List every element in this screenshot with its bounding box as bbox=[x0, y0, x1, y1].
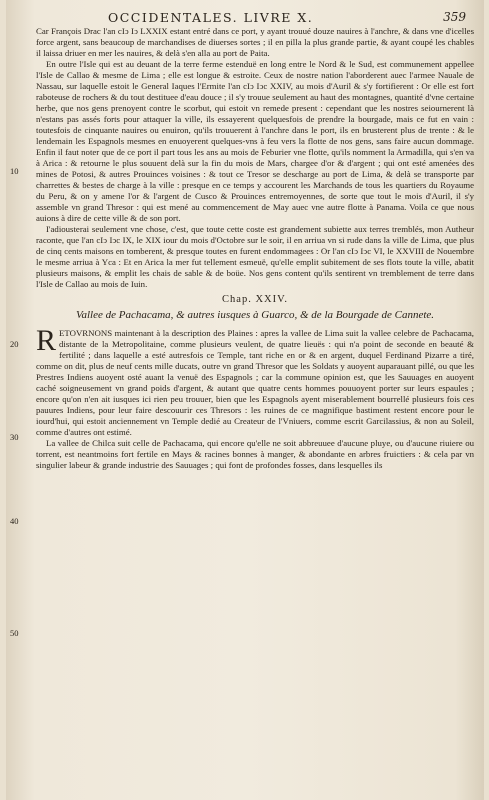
page-number: 359 bbox=[443, 10, 466, 24]
margin-line-number: 40 bbox=[10, 516, 19, 526]
drop-cap: R bbox=[36, 324, 57, 357]
paragraph: En outre l'Isle qui est au deuant de la terre ferme estenduë en long entre le Nord & le Sud, est communement appellee l'Isle de Callao & mesme de Lima ; elle est longue & estroite. Ceux de nostre nation l'aborderent auec l'armee Nauale de Nassau, sur laquelle estoit le General Iaques l'Ermite l'an cIↄ Iↄc XXIV, au mois d'Auril & s'y fortifierent : Or elle est fort raboteuse de rochers & du tout destituee d'eau douce ; il s'y trouue seulement au haut des montagnes, quantité d'vne certaine herbe, que nos gens prenoyent contre le scorbut, qui estoit vn remede present : cependant que les nostres seiournerent là n'estans pas assés forts pour attaquer la ville, ils essayerent quelquesfois de prendre la bourgade, mais ce fut en vain : toutesfois de cinquante nauires ou enuiron, qu'ils trouuerent à l'anchre dans le port, ils en brusterent plus de trente : & le lendemain les Espagnols mesmes en enuoyerent quelques-vns à feu vers la flotte de nos gens, sans faire aucun dommage. Enfin il faut noter que de ce port il part tous les ans au mois de Feburier vne flotte, qu'ils nomment la Armadilla, qui s'en va à Arica : & retourne le plus souuent delà sur la fin du mois de Mars, chargee d'or & d'argent ; qui ont esté amenées des mines de Potosi, & autres Prouinces voisines : & tout ce Tresor se descharge au port de Lima, & delà se transporte par charrettes & bestes de charge à la ville : presque en ce temps y accourent les Marchands de tous les quartiers du Royaume du Peru, & on y amene l'or & l'argent de Cusco & Prouinces entremoyennes, de sorte que tout le mois d'Auril, il s'y assemble vn grand Thresor : qui est mené au commencement de May auec vne autre flotte à Panama. Voila ce que nous auions à dire de cette ville & de son port. bbox=[36, 59, 474, 223]
paragraph: I'adiousterai seulement vne chose, c'est, que toute cette coste est grandement subiette aux terres tremblés, mon Autheur raconte, que l'an cIↄ Iↄc IX, le XIX iour du mois d'Octobre sur le soir, il en arriua vn si rude dans la ville de Lima, que plus de cinq cents maisons en tomberent, & presque toutes en furent endommagees : Or l'an cIↄ Iↄc VI, le XXVIII de Nouembre le mesme arriua à Yca : Et en Arica la mer fut tellement esmeuë, qu'elle emplit subitement de ses flots toute la ville, abatit plusieurs maisons, & emplit les chais de sable & de boüe. Nos gens content qu'ils sentirent vn tremblement de terre dans l'Isle de Callao au mois de Iuin. bbox=[36, 224, 474, 289]
chapter-heading: Chap. XXIV. bbox=[222, 294, 288, 305]
paragraph: La vallee de Chilca suit celle de Pachacama, qui encore qu'elle ne soit abbreuuee d'aucune pluye, ou d'aucune riuiere ou torrent, est neantmoins fort fertile en Mays & racines bonnes à manger, & abondante en arbres fruictiers : & cela par vn singulier labeur & grande industrie des Sauuages ; qui font de profondes fosses, dans lesquelles ils bbox=[36, 438, 474, 470]
running-title: OCCIDENTALES. LIVRE X. bbox=[108, 10, 314, 25]
paragraph bbox=[36, 324, 474, 438]
chapter-title: Vallee de Pachacama, & autres iusques à Guarco, & de la Bourgade de Cannete. bbox=[75, 309, 435, 321]
margin-line-number: 20 bbox=[10, 339, 19, 349]
paragraph: Car François Drac l'an cIↄ Iↄ LXXIX estant entré dans ce port, y ayant trouué douze nauires à l'anchre, & dans vne d'icelles force argent, sans beaucoup de marchandises de diuerses sortes ; il en pilla la plus grande partie, & ayant coupé les chables il laissa driuer en mer les nauires, & delà s'en alla au port de Paita. bbox=[36, 26, 474, 58]
margin-line-number: 30 bbox=[10, 432, 19, 442]
running-header bbox=[36, 10, 466, 26]
paragraph-text: ETOVRNONS maintenant à la description des Plaines : apres la vallee de Lima suit la vallee celebre de Pachacama, distante de la Metropolitaine, comme plusieurs veulent, de quatre lieuës : qui n'a point de seconde en beauté & fertilité ; dans laquelle a esté autresfois ce Temple, tant riche en or & en argent, duquel Ferdinand Pizarre a tiré, comme on dit, plus de neuf cents mille ducats, outre vn grand Thresor que les Soldats y auoyent auparauant pillé, ou que les Prestres Indiens auoyent osté auant la venuë des Espagnols ; car la commune opinion est, que les Sauuages en auoyent caché soigneusement vn grand poids d'argent, & autant que quatre cents hommes pouuoyent porter sur leurs espaules ; encore qu'on n'en ait iusques ici rien peu trouuer, bien que les Espagnols ayent miserablement bourrellé plusieurs fois ces pauures Indiens, pour leur faire descouurir ces Thresors : les ruines de ce magnifique bastiment restent encore pour le iourd'hui, qui estoit anciennement vn Temple dedié au Createur de l'Vniuers, comme escrit Garcilassius, & non au Soleil, comme d'autres ont estimé. bbox=[36, 328, 474, 437]
margin-line-number: 50 bbox=[10, 628, 19, 638]
margin-line-number: 10 bbox=[10, 166, 19, 176]
text-body bbox=[36, 26, 474, 471]
book-page bbox=[6, 0, 484, 800]
